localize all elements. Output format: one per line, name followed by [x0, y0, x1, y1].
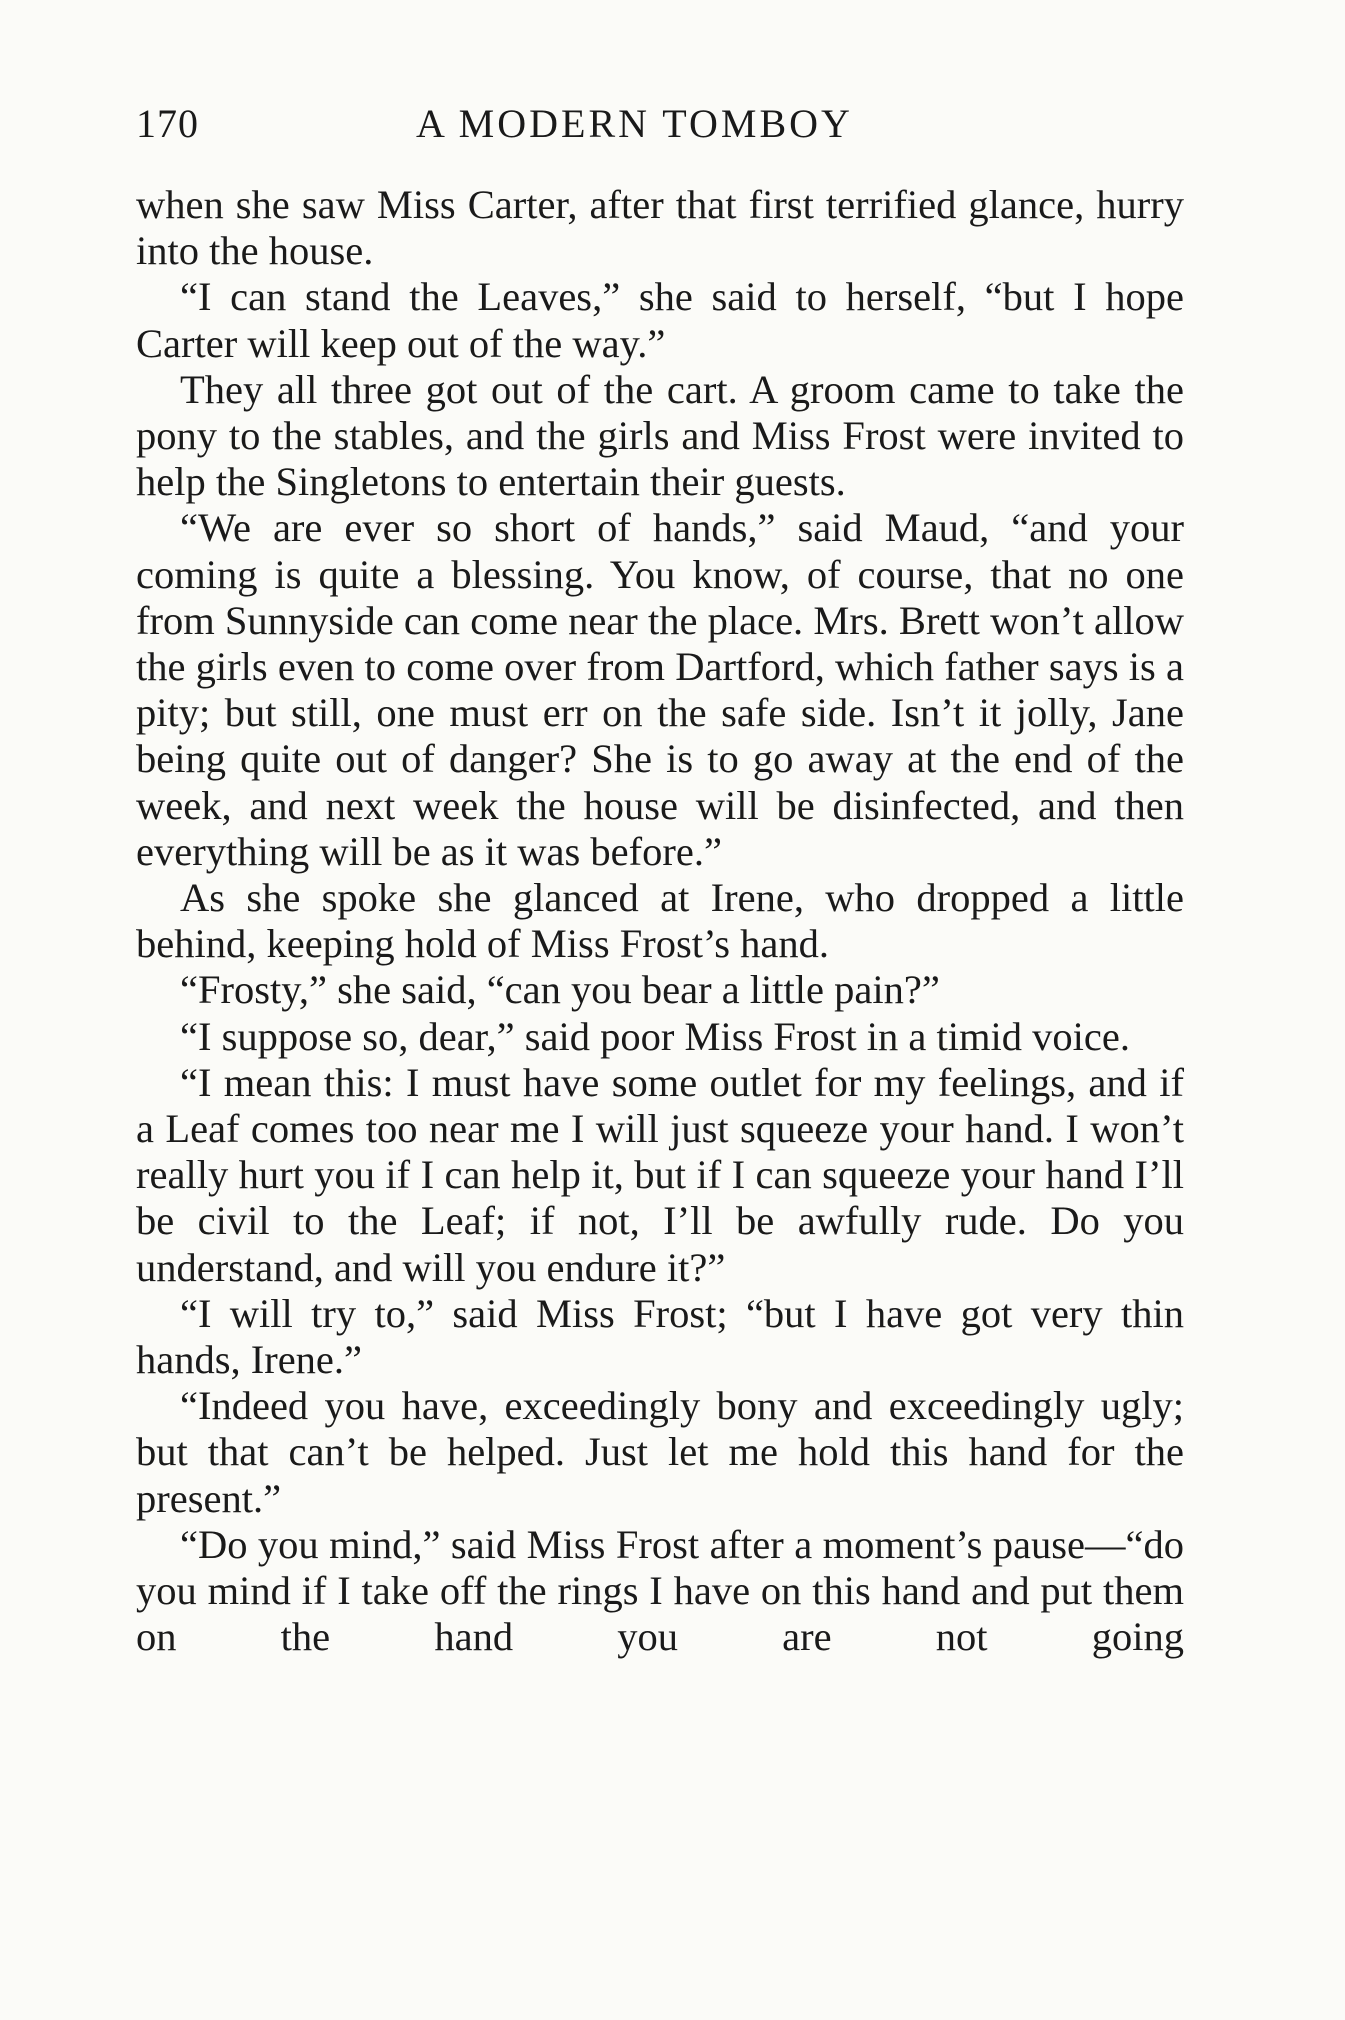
paragraph: “I mean this: I must have some outlet for my feelings, and if a Leaf comes too near me I will just squeeze your hand. I won’t really hurt you if I can help it, but if I can squeeze your hand I’ll be civil to the Leaf; if not, I’ll be awfully rude. Do you understand, and will you endure it?”	[136, 1059, 1184, 1290]
paragraph: “I can stand the Leaves,” she said to herself, “but I hope Carter will keep out of the way.”	[136, 274, 1184, 366]
paragraph: As she spoke she glanced at Irene, who dropped a little behind, keeping hold of Miss Frost’s hand.	[136, 875, 1184, 967]
paragraph: “We are ever so short of hands,” said Maud, “and your coming is quite a blessing. You know, of course, that no one from Sunnyside can come near the place. Mrs. Brett won’t allow the girls even to come over from Dartford, which father says is a pity; but still, one must err on the safe side. Isn’t it jolly, Jane being quite out of danger? She is to go away at the end of the week, and next week the house will be disinfected, and then everything will be as it was before.”	[136, 505, 1184, 874]
book-page	[136, 100, 1184, 1661]
book-title: A MODERN TOMBOY	[416, 101, 853, 146]
paragraph: “I suppose so, dear,” said poor Miss Frost in a timid voice.	[180, 1013, 1130, 1059]
paragraph: They all three got out of the cart. A groom came to take the pony to the stables, and the girls and Miss Frost were invited to help the Singletons to entertain their guests.	[136, 366, 1184, 505]
paragraph: “Frosty,” she said, “can you bear a little pain?”	[180, 967, 940, 1013]
running-head	[136, 100, 1184, 160]
paragraph: when she saw Miss Carter, after that first terrified glance, hurry into the house.	[136, 182, 1184, 274]
paragraph: “Indeed you have, exceedingly bony and exceedingly ugly; but that can’t be helped. Just let me hold this hand for the present.”	[136, 1383, 1184, 1521]
paragraph: “I will try to,” said Miss Frost; “but I have got very thin hands, Irene.”	[136, 1290, 1184, 1383]
page-number: 170	[136, 101, 199, 146]
paragraph: “Do you mind,” said Miss Frost after a moment’s pause—“do you mind if I take off the rings I have on this hand and put them on the hand you are not going	[136, 1521, 1184, 1660]
body-text	[136, 182, 1184, 1661]
